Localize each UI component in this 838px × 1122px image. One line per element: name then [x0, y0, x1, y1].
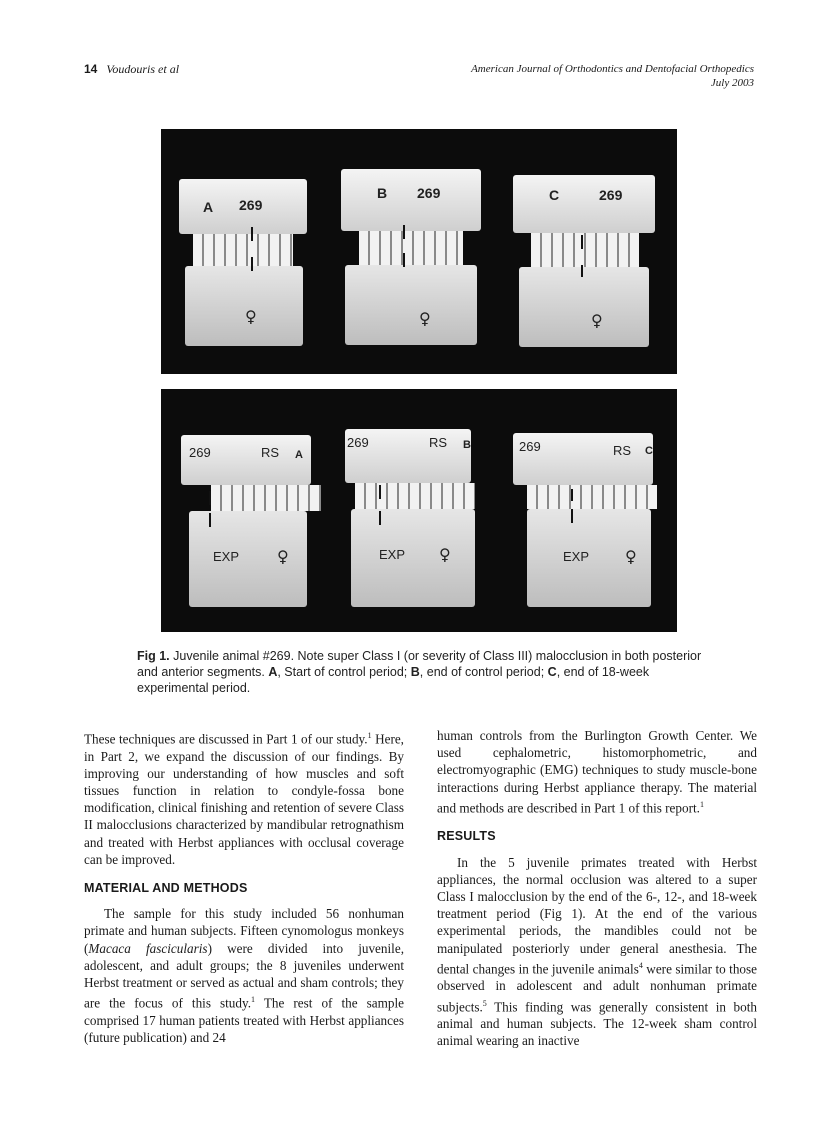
- paragraph: [84, 727, 404, 868]
- female-symbol: ♀: [419, 309, 431, 328]
- section-heading-results: RESULTS: [437, 829, 496, 844]
- paragraph-text: were similar to those observed in adolescent and adult nonhuman primate subjects.: [437, 961, 758, 1015]
- caption-text: Juvenile animal #269. Note super Class I (or severity of Class III) malocclusion in both posterior and anterior segments.: [137, 649, 702, 679]
- caption-text: , Start of control period;: [277, 665, 411, 679]
- cast-frontal-c: [513, 175, 655, 355]
- paragraph: [437, 854, 757, 1050]
- paragraph-text: The rest of the sample comprised 17 human patients treated with Herbst appliances (future publication) and 24: [84, 995, 404, 1046]
- figure-photo-lateral: [161, 389, 677, 632]
- body-column-left: [84, 727, 404, 1046]
- cast-group: EXP: [563, 549, 590, 564]
- arrow-marker: [581, 235, 583, 249]
- cast-side: RS: [613, 443, 632, 458]
- paragraph-text: In the 5 juvenile primates treated with Herbst appliances, the normal occlusion was altered to a super Class I malocclusion by the end of the 6-, 12-, and 18-week treatment period (Fig 1). At the end of the various experimental periods, the mandibles could not be manipulated posteriorly under general anesthesia. The dental changes in the juvenile animals: [437, 854, 757, 977]
- reference-link[interactable]: 5: [482, 998, 487, 1008]
- header-authors: Voudouris et al: [106, 62, 180, 76]
- caption-text: , end of control period;: [419, 665, 548, 679]
- reference-link[interactable]: 1: [251, 995, 256, 1005]
- arrow-marker: [571, 509, 573, 523]
- species-name: Macaca fascicularis: [88, 940, 208, 956]
- cast-id: 269: [417, 185, 441, 201]
- cast-letter: A: [295, 449, 303, 461]
- caption-label: Fig 1.: [137, 649, 170, 663]
- arrow-marker: [379, 485, 381, 499]
- section-heading-methods: MATERIAL AND METHODS: [84, 881, 248, 896]
- arrow-marker: [403, 253, 405, 267]
- cast-letter: C: [549, 187, 560, 203]
- paragraph: [437, 727, 757, 816]
- cast-id: 269: [347, 435, 369, 450]
- arrow-marker: [403, 225, 405, 239]
- figure-caption: [137, 648, 707, 696]
- cast-id: 269: [599, 187, 623, 203]
- reference-link[interactable]: 1: [699, 799, 704, 809]
- paragraph-text: This finding was generally consistent in both animal and human subjects. The 12-week sham control animal wearing an inactive: [437, 999, 757, 1049]
- cast-lateral-b: [345, 429, 485, 615]
- figure-photo-frontal: [161, 129, 677, 374]
- paragraph-text: These techniques are discussed in Part 1 of our study.: [84, 731, 368, 747]
- cast-side: RS: [429, 435, 448, 450]
- arrow-marker: [581, 265, 583, 277]
- cast-lateral-a: [181, 435, 321, 615]
- body-column-right: [437, 727, 757, 1050]
- paragraph-text: ) were divided into juvenile, adolescent, and adult groups; the 8 juveniles underwent Herbst treatment or served as actual and sham controls; they are the focus of this study.: [84, 940, 404, 1011]
- arrow-marker: [379, 511, 381, 525]
- caption-panel-b: B: [410, 665, 420, 679]
- cast-frontal-b: [341, 169, 481, 354]
- page-number: 14: [84, 62, 98, 76]
- arrow-marker: [209, 491, 211, 505]
- paragraph-text: The sample for this study included 56 nonhuman primate and human subjects. Fifteen cynomologus monkeys (: [84, 906, 404, 956]
- paragraph-text: Here, in Part 2, we expand the discussion of our findings. By improving our understanding of how muscles and soft tissues function in relation to condyle-fossa bone modification, clinical finishing and retention of severe Class II malocclusions characterized by mandibular retrognathism and treated with Herbst appliances with occlusal coverage can be improved.: [84, 731, 404, 867]
- cast-id: 269: [519, 439, 541, 454]
- cast-letter: B: [377, 185, 388, 201]
- arrow-marker: [571, 489, 573, 501]
- cast-group: EXP: [213, 549, 240, 564]
- paragraph-text: human controls from the Burlington Growth Center. We used cephalometric, histomorphometric, and electromyographic (EMG) techniques to study muscle-bone interactions during Herbst appliance therapy. The material and methods are described in Part 1 of this report.: [437, 728, 757, 816]
- cast-letter: A: [203, 199, 214, 215]
- paragraph: [84, 905, 404, 1046]
- female-symbol: ♀: [439, 545, 451, 564]
- arrow-marker: [251, 257, 253, 271]
- arrow-marker: [251, 227, 253, 241]
- female-symbol: ♀: [277, 547, 289, 566]
- header-journal: American Journal of Orthodontics and Dentofacial Orthopedics: [471, 63, 754, 75]
- arrow-marker: [209, 513, 211, 527]
- reference-link[interactable]: 1: [367, 731, 372, 740]
- running-header-right: [471, 62, 754, 90]
- running-header-left: [84, 62, 179, 77]
- cast-group: EXP: [379, 547, 406, 562]
- caption-panel-c: C: [547, 665, 557, 679]
- female-symbol: ♀: [591, 311, 603, 330]
- header-date: July 2003: [710, 77, 754, 89]
- cast-side: RS: [261, 445, 280, 460]
- female-symbol: ♀: [625, 547, 637, 566]
- cast-id: 269: [239, 197, 263, 213]
- cast-frontal-a: [179, 179, 307, 354]
- cast-lateral-c: [513, 433, 663, 615]
- caption-panel-a: A: [268, 665, 278, 679]
- cast-id: 269: [189, 445, 211, 460]
- female-symbol: ♀: [245, 307, 257, 326]
- cast-letter: B: [463, 439, 471, 451]
- reference-link[interactable]: 4: [638, 960, 643, 970]
- caption-text: , end of 18-week experimental period.: [137, 665, 650, 695]
- cast-letter: C: [645, 445, 653, 457]
